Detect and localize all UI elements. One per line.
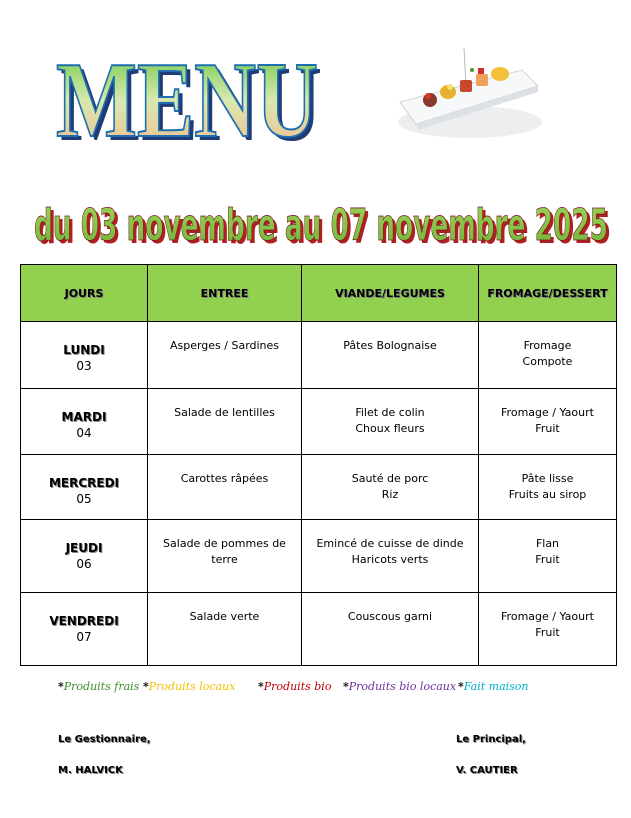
dish-line: Salade verte	[189, 610, 260, 623]
legend-item-fait-maison	[458, 680, 529, 693]
date-range-title	[28, 188, 618, 258]
menu-table	[20, 264, 617, 666]
dessert-cell	[479, 520, 617, 593]
day-cell	[21, 593, 148, 666]
legend-label: Fait maison	[463, 680, 529, 693]
legend-label: Produits frais	[63, 680, 140, 693]
day-name: VENDREDI	[49, 614, 119, 628]
viande-cell	[302, 455, 479, 520]
day-number: 05	[76, 492, 92, 506]
dish-line: Fromage	[523, 339, 572, 352]
entree-cell	[148, 520, 302, 593]
legend-item-produits-bio-locaux	[343, 680, 456, 693]
dessert-cell	[479, 593, 617, 666]
dessert-cell	[479, 389, 617, 455]
legend-label: Produits bio locaux	[348, 680, 457, 693]
table-row	[21, 593, 617, 666]
dish-line: Couscous garni	[347, 610, 433, 623]
header-viande-legumes: VIANDE/LEGUMES	[302, 265, 479, 322]
dish-line: Salade de lentilles	[174, 406, 275, 419]
dish-line: Fruit	[535, 626, 560, 639]
day-cell	[21, 520, 148, 593]
day-cell	[21, 455, 148, 520]
day-name: MERCREDI	[48, 476, 120, 490]
dessert-cell	[479, 322, 617, 389]
entree-cell	[148, 389, 302, 455]
dish-line: Haricots verts	[351, 553, 429, 566]
legend-label: Produits locaux	[148, 680, 236, 693]
dessert-cell	[479, 455, 617, 520]
food-platter-image	[392, 40, 542, 150]
entree-cell	[148, 322, 302, 389]
table-row	[21, 322, 617, 389]
legend-item-produits-bio	[258, 680, 331, 693]
legend-star: *	[458, 680, 464, 693]
dish-line: Emincé de cuisse de dinde	[316, 537, 464, 550]
dish-line: Fruit	[535, 553, 560, 566]
dish-line: Pâte lisse	[521, 472, 574, 485]
dish-line: Fromage / Yaourt	[501, 406, 594, 419]
viande-cell	[302, 520, 479, 593]
table-row	[21, 455, 617, 520]
header-entree: ENTREE	[148, 265, 302, 322]
table-row	[21, 520, 617, 593]
dish-line: Compote	[522, 355, 573, 368]
day-name: LUNDI	[63, 343, 105, 357]
entree-cell	[148, 593, 302, 666]
day-name: MARDI	[61, 410, 107, 424]
gestionnaire-title: Le Gestionnaire,	[58, 734, 151, 745]
dish-line: Pâtes Bolognaise	[343, 339, 437, 352]
dish-line: Salade de pommes de terre	[163, 537, 286, 566]
dish-line: Filet de colin	[355, 406, 425, 419]
dish-line: Fruits au sirop	[508, 488, 587, 501]
principal-name: V. CAUTIER	[456, 765, 518, 776]
day-cell	[21, 322, 148, 389]
date-range-text: du 03 novembre au 07 novembre 2025	[34, 200, 608, 251]
legend-star: *	[258, 680, 264, 693]
legend-star: *	[143, 680, 149, 693]
product-legend	[58, 680, 618, 700]
header-fromage-dessert: FROMAGE/DESSERT	[479, 265, 617, 322]
dish-line: Flan	[535, 537, 560, 550]
day-name: JEUDI	[65, 541, 103, 555]
table-header-row	[21, 265, 617, 322]
entree-cell	[148, 455, 302, 520]
gestionnaire-name: M. HALVICK	[58, 765, 123, 776]
principal-title: Le Principal,	[456, 734, 526, 745]
menu-wordart-shadow: MENU	[60, 45, 322, 153]
legend-item-produits-locaux	[143, 680, 235, 693]
dish-line: Carottes râpées	[180, 472, 269, 485]
menu-wordart-text: MENU	[56, 41, 318, 153]
viande-cell	[302, 322, 479, 389]
dish-line: Choux fleurs	[355, 422, 425, 435]
menu-wordart-title	[50, 28, 330, 153]
dish-line: Sauté de porc	[351, 472, 429, 485]
dish-line: Fruit	[535, 422, 560, 435]
viande-cell	[302, 593, 479, 666]
day-number: 07	[76, 630, 92, 644]
header-jours: JOURS	[21, 265, 148, 322]
day-cell	[21, 389, 148, 455]
date-range-shadow: du 03 novembre au 07 novembre 2025	[37, 203, 611, 254]
dish-line: Riz	[381, 488, 399, 501]
day-number: 06	[76, 557, 92, 571]
day-number: 04	[76, 426, 92, 440]
day-number: 03	[76, 359, 92, 373]
table-row	[21, 389, 617, 455]
dish-line: Fromage / Yaourt	[501, 610, 594, 623]
viande-cell	[302, 389, 479, 455]
legend-star: *	[58, 680, 64, 693]
legend-label: Produits bio	[263, 680, 332, 693]
dish-line: Asperges / Sardines	[169, 339, 280, 352]
legend-item-produits-frais	[58, 680, 139, 693]
legend-star: *	[343, 680, 349, 693]
